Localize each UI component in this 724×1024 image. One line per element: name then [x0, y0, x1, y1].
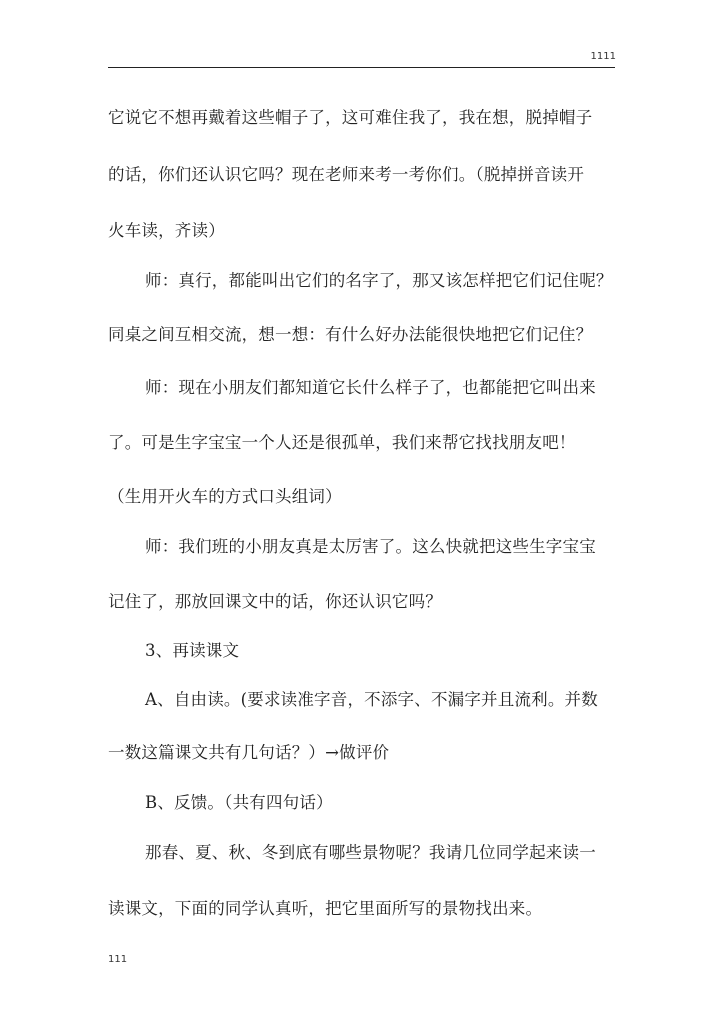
body-line: 了。可是生字宝宝一个人还是很孤单，我们来帮它找找朋友吧！ — [108, 433, 576, 452]
body-line: 师：现在小朋友们都知道它长什么样子了，也都能把它叫出来 — [145, 378, 596, 397]
body-line: A、自由读。(要求读准字音，不添字、不漏字并且流利。并数 — [145, 690, 598, 709]
body-line: 3、再读课文 — [145, 641, 240, 660]
body-line: 读课文，下面的同学认真听，把它里面所写的景物找出来。 — [108, 899, 543, 918]
body-line: B、反馈。（共有四句话） — [145, 793, 333, 812]
body-line: 的话，你们还认识它吗？现在老师来考一考你们。（脱掉拼音读开 — [108, 165, 585, 184]
body-line: （生用开火车的方式口头组词） — [108, 487, 342, 506]
body-line: 记住了，那放回课文中的话，你还认识它吗？ — [108, 592, 442, 611]
body-line: 同桌之间互相交流，想一想：有什么好办法能很快地把它们记住？ — [108, 325, 593, 344]
body-line: 火车读，齐读） — [108, 221, 225, 240]
page-header-number: 1111 — [590, 51, 616, 62]
body-line: 一数这篇课文共有几句话？）→做评价 — [108, 743, 390, 762]
body-line: 师：我们班的小朋友真是太厉害了。这么快就把这些生字宝宝 — [145, 537, 596, 556]
body-line: 师：真行，都能叫出它们的名字了，那又该怎样把它们记住呢？ — [145, 271, 613, 290]
page-footer-number: 111 — [108, 954, 128, 965]
header-rule — [108, 67, 615, 68]
body-line: 那春、夏、秋、冬到底有哪些景物呢？我请几位同学起来读一 — [145, 843, 596, 862]
body-line: 它说它不想再戴着这些帽子了，这可难住我了，我在想，脱掉帽子 — [108, 108, 593, 127]
